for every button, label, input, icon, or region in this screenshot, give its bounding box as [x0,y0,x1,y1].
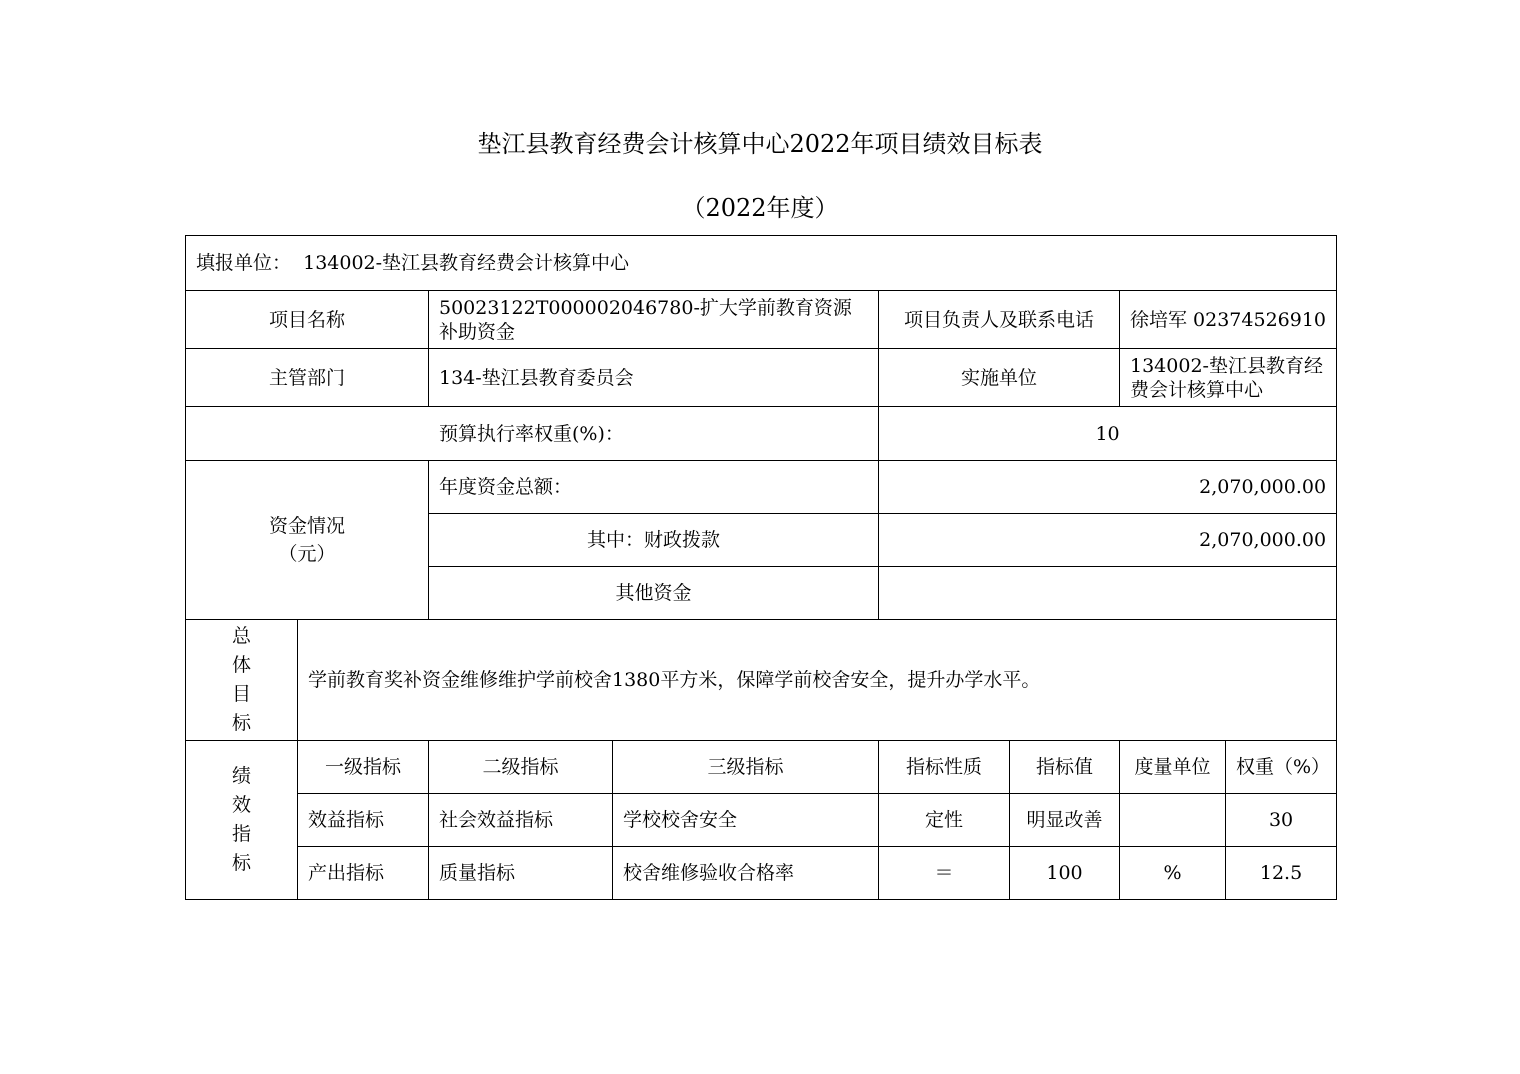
header-nature: 指标性质 [879,741,1010,794]
funds-annual-label: 年度资金总额： [429,461,879,514]
row-value: 100 [1010,847,1120,900]
project-name-value: 50023122T000002046780-扩大学前教育资源补助资金 [429,291,879,349]
row-nature: ＝ [879,847,1010,900]
dept-value: 134-垫江县教育委员会 [429,349,879,407]
row-level3: 学校校舍安全 [613,794,879,847]
header-level1: 一级指标 [298,741,429,794]
row-value: 明显改善 [1010,794,1120,847]
row-weight: 30 [1226,794,1337,847]
unit-value: 134002-垫江县教育经费会计核算中心 [303,252,630,274]
funds-fiscal-label: 其中：财政拨款 [429,514,879,567]
table-row [186,794,1337,847]
page-subtitle: （2022年度） [681,194,839,222]
unit-cell [186,236,1337,291]
row-weight: 12.5 [1226,847,1337,900]
project-leader-label: 项目负责人及联系电话 [879,291,1120,349]
project-name-label: 项目名称 [186,291,429,349]
page-title: 垫江县教育经费会计核算中心2022年项目绩效目标表 [477,130,1043,158]
funds-annual-value: 2,070,000.00 [879,461,1337,514]
overall-goal-char: 总 [231,625,251,647]
row-level2: 质量指标 [429,847,613,900]
funds-annual-row [186,461,1337,514]
funds-other-value [879,567,1337,620]
header-weight: 权重（%） [1226,741,1337,794]
overall-goal-label [186,620,298,741]
row-unit [1120,794,1226,847]
header-level2: 二级指标 [429,741,613,794]
unit-label: 填报单位： [196,252,292,274]
row-unit: % [1120,847,1226,900]
performance-table [185,235,1337,900]
indicators-label [186,741,298,900]
row-level1: 效益指标 [298,794,429,847]
header-value: 指标值 [1010,741,1120,794]
funds-label-line2: （元） [278,543,336,565]
budget-weight-label: 预算执行率权重(%)： [186,407,879,461]
dept-label: 主管部门 [186,349,429,407]
overall-goal-char: 体 [231,654,251,676]
table-row [186,847,1337,900]
funds-label-line1: 资金情况 [268,515,345,537]
row-level3: 校舍维修验收合格率 [613,847,879,900]
indicators-char: 效 [231,794,251,816]
overall-goal-char: 目 [231,683,251,705]
impl-value: 134002-垫江县教育经费会计核算中心 [1120,349,1337,407]
row-nature: 定性 [879,794,1010,847]
funds-fiscal-value: 2,070,000.00 [879,514,1337,567]
indicator-header-row [186,741,1337,794]
overall-goal-text: 学前教育奖补资金维修维护学前校舍1380平方米，保障学前校舍安全，提升办学水平。 [298,620,1337,741]
budget-weight-row [186,407,1337,461]
budget-weight-value: 10 [879,407,1337,461]
overall-goal-char: 标 [231,712,251,734]
dept-row [186,349,1337,407]
header-level3: 三级指标 [613,741,879,794]
overall-goal-row [186,620,1337,741]
row-level2: 社会效益指标 [429,794,613,847]
indicators-char: 指 [231,823,251,845]
project-leader-value: 徐培军 02374526910 [1120,291,1337,349]
row-level1: 产出指标 [298,847,429,900]
indicators-char: 标 [231,852,251,874]
header-unit: 度量单位 [1120,741,1226,794]
funds-label [186,461,429,620]
unit-row [186,236,1337,291]
impl-label: 实施单位 [879,349,1120,407]
project-name-row [186,291,1337,349]
funds-other-label: 其他资金 [429,567,879,620]
indicators-char: 绩 [231,765,251,787]
